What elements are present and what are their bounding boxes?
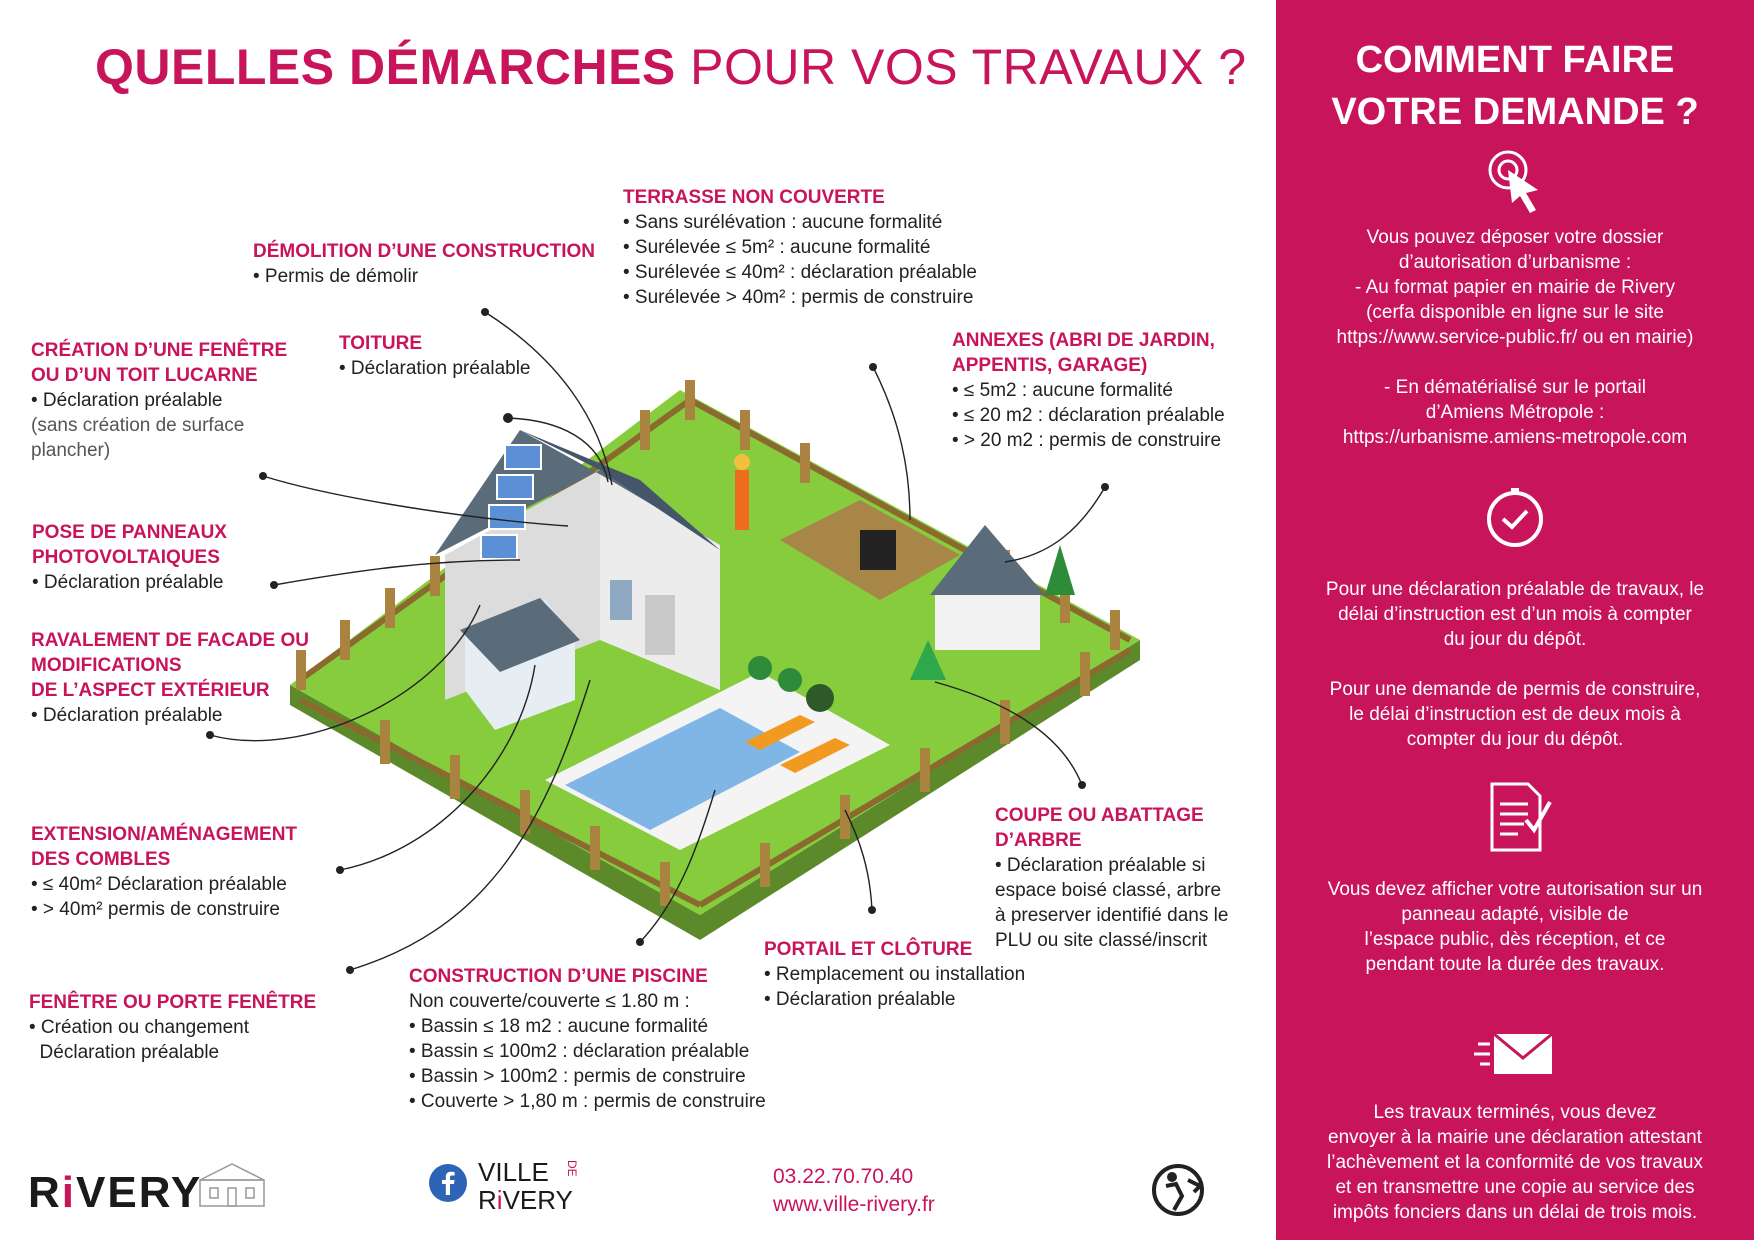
panel-line: Pour une demande de permis de construire, — [1329, 679, 1701, 700]
demolition-heading: DÉMOLITION D’UNE CONSTRUCTION — [253, 241, 595, 262]
block-fenetre-toit — [31, 338, 287, 463]
piscine-heading: CONSTRUCTION D’UNE PISCINE — [409, 966, 708, 987]
block-porte-fenetre — [29, 990, 316, 1065]
annexes-heading: ANNEXES (ABRI DE JARDIN, — [952, 330, 1215, 351]
panel-line: du jour du dépôt. — [1443, 629, 1587, 650]
demolition-line: • Permis de démolir — [253, 266, 419, 287]
ville-logo — [478, 1157, 579, 1215]
photovoltaique-heading-2: PHOTOVOLTAIQUES — [32, 547, 220, 568]
facebook-icon[interactable] — [428, 1163, 468, 1203]
block-ravalement — [31, 628, 309, 728]
terrasse-line: • Surélevée ≤ 40m² : déclaration préalable — [623, 262, 977, 283]
panel-line: l’achèvement et la conformité de vos travaux — [1327, 1152, 1703, 1173]
ravalement-line: • Déclaration préalable — [31, 705, 223, 726]
panel-spacer — [1290, 350, 1740, 375]
arbre-heading-2: D’ARBRE — [995, 830, 1082, 851]
ville-letter: R — [478, 1185, 497, 1215]
door — [645, 595, 675, 655]
portail-heading: PORTAIL ET CLÔTURE — [764, 939, 973, 960]
panel-text-delay — [1290, 577, 1740, 752]
piscine-line: • Couverte > 1,80 m : permis de construire — [409, 1091, 766, 1112]
ville-letter-i: i — [496, 1185, 503, 1215]
toiture-heading: TOITURE — [339, 333, 423, 354]
panel-line: compter du jour du dépôt. — [1406, 729, 1624, 750]
block-toiture — [339, 331, 530, 381]
extension-heading-2: DES COMBLES — [31, 849, 171, 870]
piscine-line: • Bassin > 100m2 : permis de construire — [409, 1066, 746, 1087]
block-annexes — [952, 328, 1225, 453]
extension-line: • ≤ 40m² Déclaration préalable — [31, 874, 287, 895]
annex-wall — [935, 590, 1040, 650]
ravalement-heading-2: MODIFICATIONS — [31, 655, 182, 676]
panel-line: - En dématérialisé sur le portail — [1384, 377, 1646, 398]
panel-line: impôts fonciers dans un délai de trois mois. — [1332, 1202, 1698, 1223]
piscine-line: • Bassin ≤ 100m2 : déclaration préalable — [409, 1041, 750, 1062]
panel-title-line-2: VOTRE DEMANDE ? — [1331, 91, 1699, 133]
ville-rest: VERY — [502, 1185, 573, 1215]
panel-title-line: COMMENT FAIRE — [1355, 39, 1675, 81]
panel-line: Pour une déclaration préalable de travaux, le — [1325, 579, 1705, 600]
phone-number[interactable]: 03.22.70.70.40 — [773, 1165, 914, 1188]
fenetre-toit-heading-2: OU D’UN TOIT LUCARNE — [31, 365, 258, 386]
arbre-line: à preserver identifié dans le — [995, 905, 1229, 926]
porte-fenetre-line: • Création ou changement — [29, 1017, 250, 1038]
ville-de: DE — [565, 1160, 579, 1177]
block-extension — [31, 822, 297, 922]
portail-line: • Remplacement ou installation — [764, 964, 1026, 985]
photovoltaique-line: • Déclaration préalable — [32, 572, 224, 593]
panel-line: pendant toute la durée des travaux. — [1365, 954, 1665, 975]
logo-letter-i: i — [61, 1168, 77, 1217]
panel-spacer — [1290, 652, 1740, 677]
panel-line: Vous pouvez déposer votre dossier — [1366, 227, 1664, 248]
panel-title — [1276, 34, 1754, 138]
annexes-line: • ≤ 20 m2 : déclaration préalable — [952, 405, 1225, 426]
terrasse-line: • Surélevée ≤ 5m² : aucune formalité — [623, 237, 931, 258]
block-piscine — [409, 964, 766, 1114]
fenetre-toit-line: • Déclaration préalable — [31, 390, 223, 411]
panel-text-display — [1290, 877, 1740, 977]
extension-heading: EXTENSION/AMÉNAGEMENT — [31, 824, 298, 845]
logo-letter: R — [28, 1168, 62, 1217]
bush — [748, 656, 772, 680]
arbre-line: • Déclaration préalable si — [995, 855, 1206, 876]
panel-line: le délai d’instruction est de deux mois à — [1349, 704, 1681, 725]
panel-text-deposit — [1290, 225, 1740, 450]
how-to-panel — [1276, 0, 1754, 1240]
ville-name — [478, 1186, 573, 1214]
fenetre-toit-note-2: plancher) — [31, 440, 111, 461]
ravalement-heading-3: DE L’ASPECT EXTÉRIEUR — [31, 680, 270, 701]
ville-label: VILLE — [478, 1157, 549, 1187]
fenetre-toit-heading: CRÉATION D’UNE FENÊTRE — [31, 340, 288, 361]
panel-line: d’autorisation d’urbanisme : — [1398, 252, 1632, 273]
tree — [1045, 545, 1075, 595]
block-demolition — [253, 239, 595, 289]
clock-icon — [1483, 485, 1547, 549]
block-portail — [764, 937, 1025, 1012]
photovoltaique-heading: POSE DE PANNEAUX — [32, 522, 227, 543]
title-light: POUR VOS TRAVAUX ? — [690, 39, 1247, 95]
town-hall-icon — [190, 1160, 274, 1210]
arbre-line: PLU ou site classé/inscrit — [995, 930, 1208, 951]
panel-line: Vous devez afficher votre autorisation sur un — [1327, 879, 1703, 900]
panel-line[interactable]: https://urbanisme.amiens-metropole.com — [1342, 427, 1688, 448]
rivery-logo — [28, 1168, 202, 1218]
panel-line: (cerfa disponible en ligne sur le site — [1366, 302, 1664, 323]
website-link[interactable]: www.ville-rivery.fr — [773, 1193, 935, 1216]
piscine-line: • Bassin ≤ 18 m2 : aucune formalité — [409, 1016, 709, 1037]
terrasse-line: • Surélevée > 40m² : permis de construire — [623, 287, 974, 308]
annexes-line: • > 20 m2 : permis de construire — [952, 430, 1222, 451]
arbre-heading: COUPE OU ABATTAGE — [995, 805, 1204, 826]
panel-line: l’espace public, dès réception, et ce — [1364, 929, 1666, 950]
toiture-line: • Déclaration préalable — [339, 358, 531, 379]
block-arbre — [995, 803, 1228, 953]
arbre-line: espace boisé classé, arbre — [995, 880, 1222, 901]
contact-info — [773, 1163, 935, 1219]
panel-line: envoyer à la mairie une déclaration attestant — [1328, 1127, 1702, 1148]
panel-line: panneau adapté, visible de — [1401, 904, 1629, 925]
annexes-heading-2: APPENTIS, GARAGE) — [952, 355, 1148, 376]
click-icon — [1486, 148, 1550, 218]
block-terrasse — [623, 185, 977, 310]
recycling-icon — [1148, 1162, 1208, 1218]
logo-rest: VERY — [76, 1168, 203, 1217]
title-bold: QUELLES DÉMARCHES — [95, 39, 676, 95]
block-photovoltaique — [32, 520, 227, 595]
extension-line: • > 40m² permis de construire — [31, 899, 280, 920]
barbecue — [860, 530, 896, 570]
porte-fenetre-line: Déclaration préalable — [29, 1042, 220, 1063]
panel-line: https://www.service-public.fr/ ou en mairie) — [1336, 327, 1694, 348]
panel-line: - Au format papier en mairie de Rivery — [1355, 277, 1675, 298]
fenetre-toit-note: (sans création de surface — [31, 415, 245, 436]
piscine-line: Non couverte/couverte ≤ 1.80 m : — [409, 991, 690, 1012]
annexes-line: • ≤ 5m2 : aucune formalité — [952, 380, 1173, 401]
panel-text-completion — [1290, 1100, 1740, 1225]
envelope-icon — [1474, 1030, 1556, 1080]
terrasse-line: • Sans surélévation : aucune formalité — [623, 212, 943, 233]
window — [610, 580, 632, 620]
panel-line: Les travaux terminés, vous devez — [1373, 1102, 1657, 1123]
panel-line: délai d’instruction est d’un mois à compter — [1338, 604, 1692, 625]
terrasse-heading: TERRASSE NON COUVERTE — [623, 187, 885, 208]
document-icon — [1488, 780, 1552, 854]
ravalement-heading: RAVALEMENT DE FACADE OU — [31, 630, 309, 651]
portail-line: • Déclaration préalable — [764, 989, 956, 1010]
panel-line: d’Amiens Métropole : — [1425, 402, 1605, 423]
porte-fenetre-heading: FENÊTRE OU PORTE FENÊTRE — [29, 992, 317, 1013]
worker — [735, 470, 749, 530]
panel-line: et en transmettre une copie au service des — [1335, 1177, 1695, 1198]
